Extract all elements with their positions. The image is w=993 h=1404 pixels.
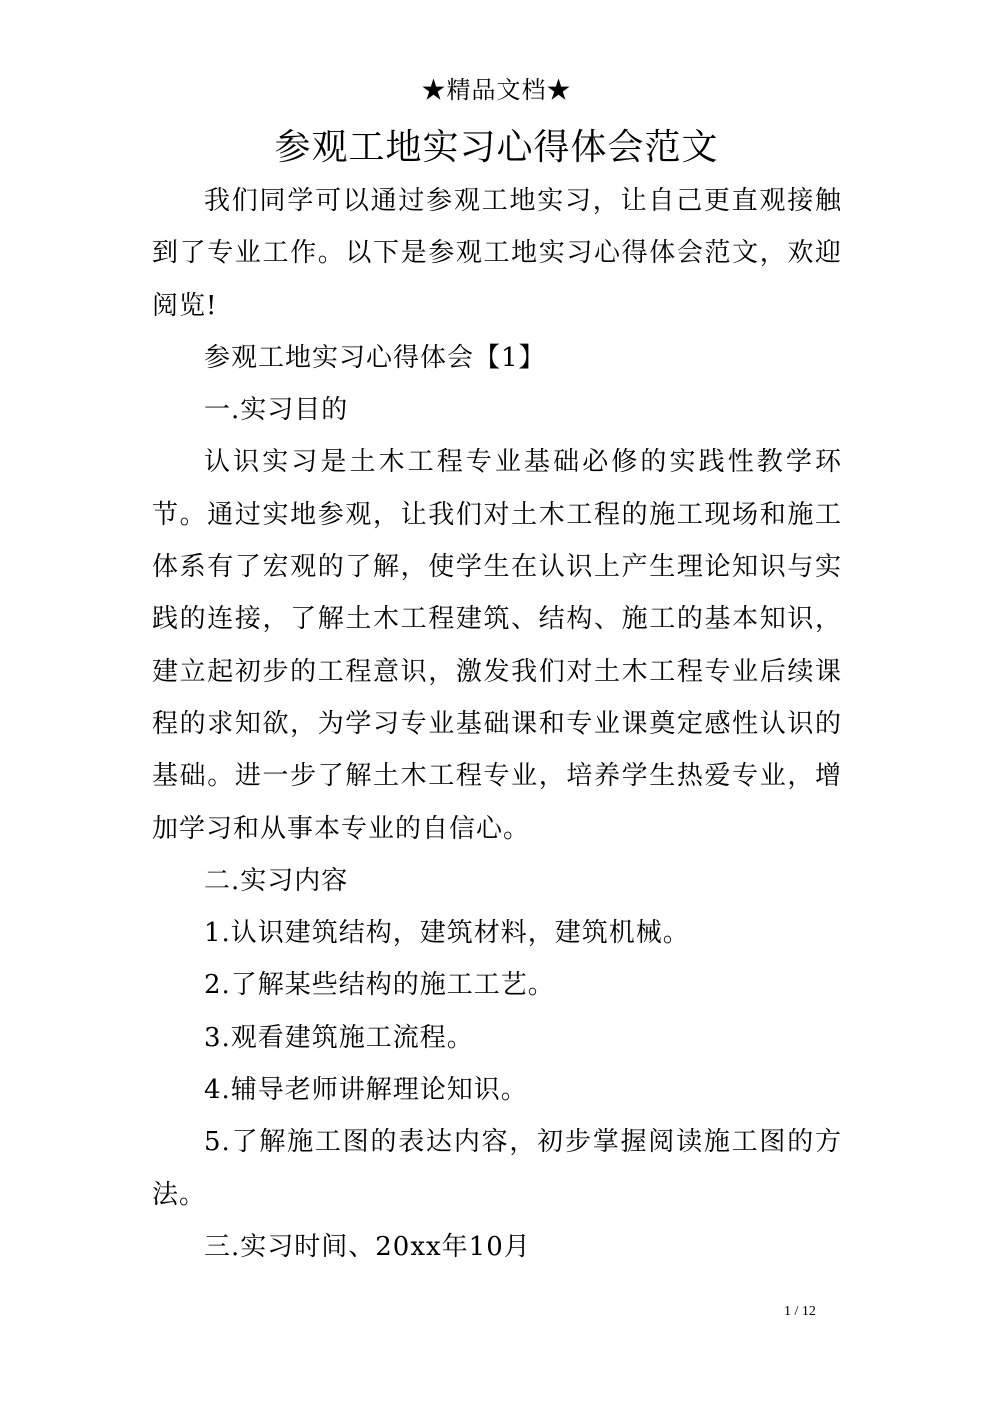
content-item-5: 5.了解施工图的表达内容，初步掌握阅读施工图的方法。 [152,1127,842,1210]
subheading-content: 二.实习内容 [204,865,349,896]
subheading-time: 三.实习时间、20xx年10月 [204,1231,531,1262]
subheading-purpose: 一.实习目的 [204,395,349,426]
document-header-mark: ★精品文档★ [421,76,572,104]
content-item-1: 1.认识建筑结构，建筑材料，建筑机械。 [204,918,690,949]
section-heading-1: 参观工地实习心得体会【1】 [204,342,546,373]
content-item-4: 4.辅导老师讲解理论知识。 [204,1075,528,1106]
intro-paragraph: 我们同学可以通过参观工地实习，让自己更直观接触到了专业工作。以下是参观工地实习心得体会范文，欢迎阅览! [152,186,842,321]
content-item-3: 3.观看建筑施工流程。 [204,1022,474,1053]
content-item-2: 2.了解某些结构的施工工艺。 [204,970,555,1001]
purpose-paragraph: 认识实习是土木工程专业基础必修的实践性教学环节。通过实地参观，让我们对土木工程的施工现场和施工体系有了宏观的了解，使学生在认识上产生理论知识与实践的连接，了解土木工程建筑、结构、施工的基本知识，建立起初步的工程意识，激发我们对土木工程专业后续课程的求知欲，为学习专业基础课和专业课奠定感性认识的基础。进一步了解土木工程专业，培养学生热爱专业，增加学习和从事本专业的自信心。 [152,447,842,844]
document-body [152,175,842,1273]
page-number: 1 / 12 [784,1304,816,1319]
document-title: 参观工地实习心得体会范文 [274,127,719,168]
